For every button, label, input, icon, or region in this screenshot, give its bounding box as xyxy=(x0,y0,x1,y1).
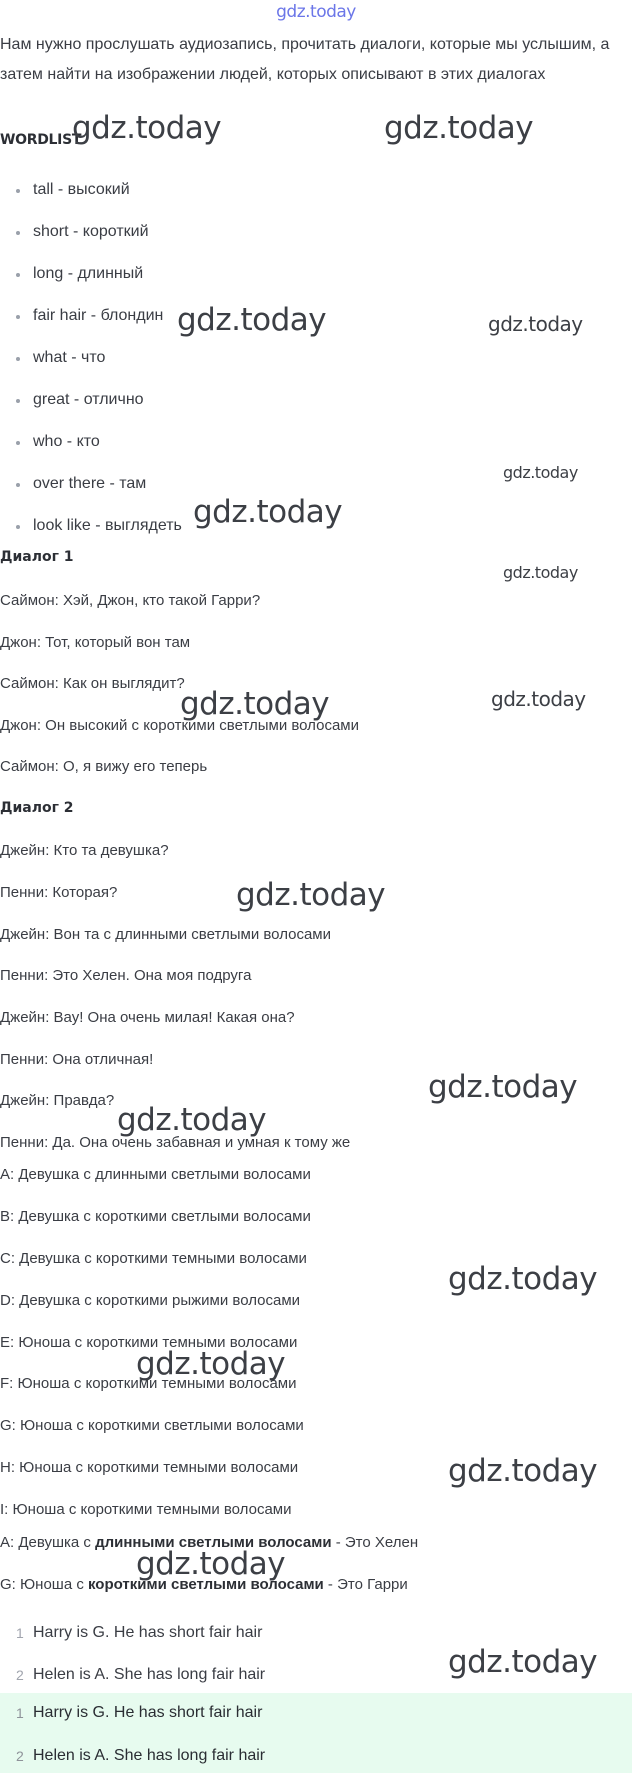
conclusion-line xyxy=(0,1575,408,1595)
answer-text: Helen is A. She has long fair hair xyxy=(33,1666,266,1683)
watermark: gdz.today xyxy=(236,877,386,913)
watermark: gdz.today xyxy=(488,312,583,336)
word-entry: over there - там xyxy=(33,475,147,492)
watermark: gdz.today xyxy=(448,1261,598,1297)
conclusion-prefix: A: Девушка с xyxy=(0,1534,96,1551)
watermark: gdz.today xyxy=(448,1453,598,1489)
answer-number: 1 xyxy=(16,1625,24,1641)
dialog-line: Джон: Он высокий с короткими светлыми волосами xyxy=(0,717,359,734)
dialog-line: Саймон: О, я вижу его теперь xyxy=(0,758,208,775)
answer-number: 1 xyxy=(16,1705,24,1721)
list-item xyxy=(0,346,500,388)
answer-row xyxy=(0,1613,632,1657)
conclusion-line xyxy=(0,1533,418,1553)
dialog-line: Джон: Тот, который вон там xyxy=(0,634,191,651)
bullet-icon xyxy=(16,357,20,361)
list-item xyxy=(0,514,500,556)
option-line: G: Юноша с короткими светлыми волосами xyxy=(0,1417,304,1434)
dialog-line: Пенни: Это Хелен. Она моя подруга xyxy=(0,967,252,984)
dialog-line: Пенни: Да. Она очень забавная и умная к тому же xyxy=(0,1134,351,1151)
watermark: gdz.today xyxy=(177,302,327,338)
dialog-line: Саймон: Как он выглядит? xyxy=(0,675,185,692)
dialog-line: Джейн: Вон та с длинными светлыми волосами xyxy=(0,926,331,943)
answer-text: Harry is G. He has short fair hair xyxy=(33,1624,263,1641)
bullet-icon xyxy=(16,189,20,193)
option-line: F: Юноша с короткими темными волосами xyxy=(0,1375,297,1392)
task-description: Нам нужно прослушать аудиозапись, прочитать диалоги, которые мы услышим, а затем найти на изображении людей, которых описывают в этих диалогах xyxy=(0,36,610,83)
dialog2-heading: Диалог 2 xyxy=(0,800,74,816)
word-entry: what - что xyxy=(33,349,106,366)
bullet-icon xyxy=(16,399,20,403)
bullet-icon xyxy=(16,483,20,487)
option-line: D: Девушка с короткими рыжими волосами xyxy=(0,1292,301,1309)
answer-text: Harry is G. He has short fair hair xyxy=(33,1704,263,1721)
site-logo[interactable]: gdz.today xyxy=(276,2,356,22)
watermark: gdz.today xyxy=(491,687,586,711)
answer-number: 2 xyxy=(16,1667,24,1683)
list-item xyxy=(0,220,500,262)
answer-row-highlighted xyxy=(0,1693,632,1737)
bullet-icon xyxy=(16,525,20,529)
answer-number: 2 xyxy=(16,1748,24,1764)
watermark: gdz.today xyxy=(503,463,578,482)
watermark: gdz.today xyxy=(117,1102,267,1138)
option-line: C: Девушка с короткими темными волосами xyxy=(0,1250,307,1267)
list-item xyxy=(0,388,500,430)
watermark: gdz.today xyxy=(72,110,222,146)
answer-text: Helen is A. She has long fair hair xyxy=(33,1747,266,1764)
watermark: gdz.today xyxy=(503,563,578,582)
word-entry: look like - выглядеть xyxy=(33,517,182,534)
bullet-icon xyxy=(16,441,20,445)
wordlist xyxy=(0,178,500,556)
dialog-line: Джейн: Кто та девушка? xyxy=(0,842,169,859)
watermark: gdz.today xyxy=(448,1644,598,1680)
word-entry: great - отлично xyxy=(33,391,144,408)
dialog1-heading: Диалог 1 xyxy=(0,549,74,565)
bullet-icon xyxy=(16,231,20,235)
option-line: B: Девушка с короткими светлыми волосами xyxy=(0,1208,311,1225)
word-entry: short - короткий xyxy=(33,223,149,240)
conclusion-suffix: - Это Хелен xyxy=(331,1534,419,1551)
conclusion-suffix: - Это Гарри xyxy=(323,1576,408,1593)
option-line: H: Юноша с короткими темными волосами xyxy=(0,1459,299,1476)
list-item xyxy=(0,178,500,220)
list-item xyxy=(0,304,500,346)
list-item xyxy=(0,430,500,472)
watermark: gdz.today xyxy=(180,686,330,722)
bullet-icon xyxy=(16,273,20,277)
conclusion-highlight: длинными светлыми волосами xyxy=(95,1534,332,1551)
wordlist-heading: WORDLIST xyxy=(0,132,82,148)
dialog-line: Пенни: Которая? xyxy=(0,884,118,901)
word-entry: tall - высокий xyxy=(33,181,130,198)
word-entry: who - кто xyxy=(33,433,100,450)
option-line: E: Юноша с короткими темными волосами xyxy=(0,1334,298,1351)
watermark: gdz.today xyxy=(136,1346,286,1382)
watermark: gdz.today xyxy=(136,1546,286,1582)
word-entry: fair hair - блондин xyxy=(33,307,164,324)
option-line: I: Юноша с короткими темными волосами xyxy=(0,1501,292,1518)
option-line: A: Девушка с длинными светлыми волосами xyxy=(0,1166,311,1183)
dialog-line: Пенни: Она отличная! xyxy=(0,1051,154,1068)
watermark: gdz.today xyxy=(428,1069,578,1105)
conclusion-prefix: G: Юноша с xyxy=(0,1576,88,1593)
answer-row-highlighted xyxy=(0,1736,632,1773)
list-item xyxy=(0,472,500,514)
dialog-line: Джейн: Правда? xyxy=(0,1092,115,1109)
dialog-line: Саймон: Хэй, Джон, кто такой Гарри? xyxy=(0,592,261,609)
watermark: gdz.today xyxy=(384,110,534,146)
list-item xyxy=(0,262,500,304)
dialog-line: Джейн: Вау! Она очень милая! Какая она? xyxy=(0,1009,295,1026)
conclusion-highlight: короткими светлыми волосами xyxy=(88,1576,324,1593)
bullet-icon xyxy=(16,315,20,319)
word-entry: long - длинный xyxy=(33,265,144,282)
watermark: gdz.today xyxy=(193,494,343,530)
